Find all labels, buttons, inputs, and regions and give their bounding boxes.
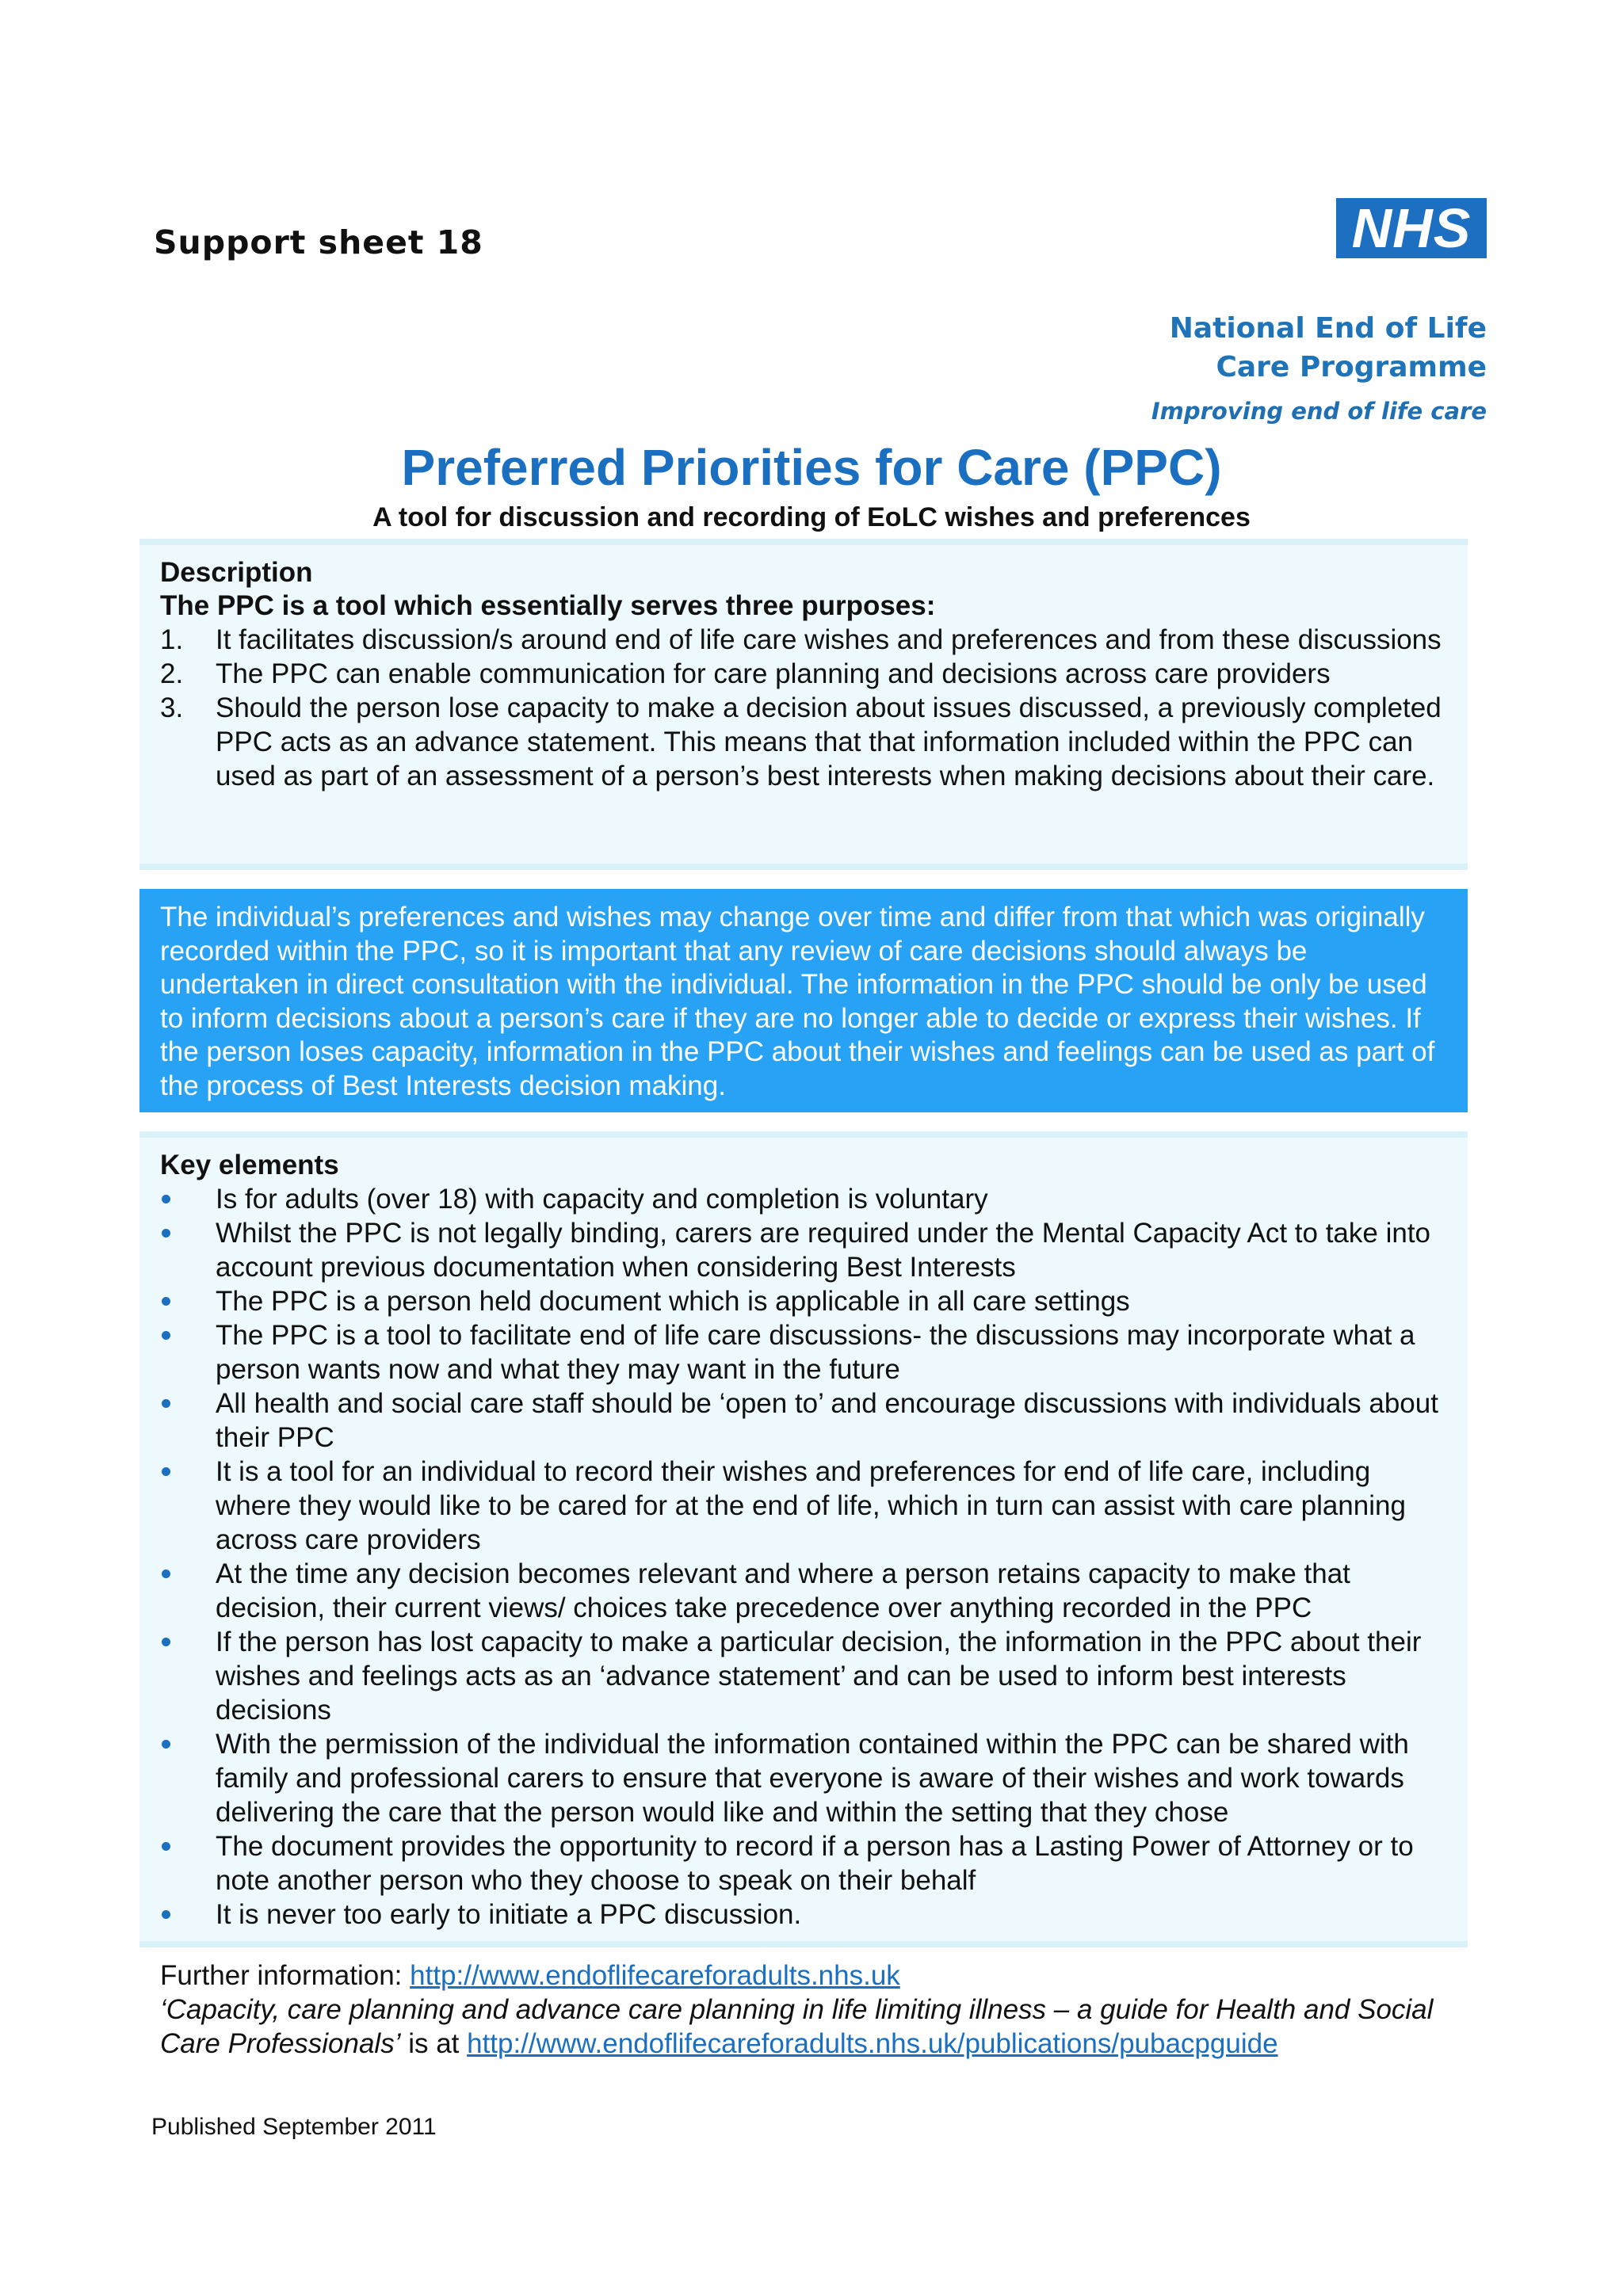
list-item-text: At the time any decision becomes relevant and where a person retains capacity to make that decision, their current views/ choices take precedence over anything recorded in the PPC: [216, 1558, 1350, 1623]
support-sheet-label: Support sheet 18: [154, 223, 483, 261]
acp-guide-link[interactable]: http://www.endoflifecareforadults.nhs.uk/publications/pubacpguide: [467, 2028, 1278, 2059]
list-item: [160, 1284, 1452, 1318]
guide-title: ‘Capacity, care planning and advance care planning in life limiting illness – a guide for Health and Social Care Professionals’: [160, 1994, 1434, 2059]
list-item-text: It is a tool for an individual to record their wishes and preferences for end of life care, including where they would like to be cared for at the end of life, which in turn can assist with care planning across care providers: [216, 1456, 1406, 1555]
guide-is-at: is at: [400, 2028, 468, 2059]
bullet-icon: [162, 1638, 170, 1646]
programme-name-line1: National End of Life: [1169, 312, 1487, 345]
page-subtitle: A tool for discussion and recording of EoLC wishes and preferences: [372, 502, 1251, 532]
highlight-panel: [139, 889, 1468, 1112]
key-elements-panel: [139, 1131, 1468, 1947]
list-item-text: If the person has lost capacity to make a particular decision, the information in the PPC about their wishes and feelings acts as an ‘advance statement’ and can be used to inform best interests decisions: [216, 1627, 1422, 1726]
list-item: [160, 1455, 1452, 1557]
list-item-text: It facilitates discussion/s around end of life care wishes and preferences and from these discussions: [216, 624, 1442, 655]
list-item-text: All health and social care staff should be ‘open to’ and encourage discussions with individuals about their PPC: [216, 1388, 1438, 1453]
nhs-logo: NHS: [1336, 198, 1487, 258]
bullet-icon: [162, 1910, 170, 1919]
list-item: [160, 1829, 1452, 1897]
description-intro: The PPC is a tool which essentially serves three purposes:: [160, 590, 936, 621]
list-item: [160, 1897, 1452, 1932]
further-information: [160, 1958, 1460, 2061]
list-item: [160, 1318, 1452, 1386]
list-item: [160, 691, 1452, 793]
bullet-icon: [162, 1569, 170, 1578]
list-item: [160, 1182, 1452, 1216]
key-elements-list: [160, 1182, 1452, 1932]
bullet-icon: [162, 1467, 170, 1476]
list-item-text: With the permission of the individual the information contained within the PPC can be shared with family and professional carers to ensure that everyone is aware of their wishes and work towards delivering the care that the person would like and within the setting that they chose: [216, 1729, 1409, 1828]
list-item: [160, 1386, 1452, 1455]
programme-name-line2: Care Programme: [1216, 351, 1487, 383]
programme-tagline: Improving end of life care: [1151, 398, 1487, 425]
list-number: 2.: [160, 658, 184, 689]
bullet-icon: [162, 1297, 170, 1306]
page-title: Preferred Priorities for Care (PPC): [401, 439, 1222, 496]
bullet-icon: [162, 1842, 170, 1851]
list-item-text: The document provides the opportunity to record if a person has a Lasting Power of Attorney or to note another person who they choose to speak on their behalf: [216, 1831, 1414, 1896]
bullet-icon: [162, 1229, 170, 1238]
list-item: [160, 1216, 1452, 1284]
published-date: Published September 2011: [151, 2114, 437, 2140]
highlight-text: The individual’s preferences and wishes may change over time and differ from that which was originally recorded within the PPC, so it is important that any review of care decisions should always be undertaken in direct consultation with the individual. The information in the PPC should be only be used to inform decisions about a person’s care if they are no longer able to decide or express their wishes. If the person loses capacity, information in the PPC about their wishes and feelings can be used as part of the process of Best Interests decision making.: [160, 902, 1435, 1101]
description-panel: [139, 539, 1468, 870]
list-item: [160, 657, 1452, 691]
list-item-text: Whilst the PPC is not legally binding, carers are required under the Mental Capacity Act to take into account previous documentation when considering Best Interests: [216, 1218, 1431, 1283]
bullet-icon: [162, 1399, 170, 1408]
list-number: 1.: [160, 624, 184, 655]
key-elements-heading: Key elements: [160, 1150, 339, 1180]
list-item-text: Should the person lose capacity to make a decision about issues discussed, a previously completed PPC acts as an advance statement. This means that that information included within the PPC can used as part of an assessment of a person’s best interests when making decisions about their care.: [216, 692, 1442, 791]
list-item-text: It is never too early to initiate a PPC discussion.: [216, 1899, 802, 1930]
list-item-text: The PPC can enable communication for care planning and decisions across care providers: [216, 658, 1331, 689]
list-item-text: The PPC is a tool to facilitate end of life care discussions- the discussions may incorporate what a person wants now and what they may want in the future: [216, 1320, 1415, 1385]
bullet-icon: [162, 1740, 170, 1749]
bullet-icon: [162, 1331, 170, 1340]
list-item: [160, 623, 1452, 657]
list-item-text: The PPC is a person held document which is applicable in all care settings: [216, 1286, 1130, 1317]
list-item: [160, 1727, 1452, 1829]
purposes-list: [160, 623, 1452, 793]
list-number: 3.: [160, 692, 184, 723]
bullet-icon: [162, 1195, 170, 1203]
list-item: [160, 1625, 1452, 1727]
eolc-website-link[interactable]: http://www.endoflifecareforadults.nhs.uk: [410, 1960, 900, 1991]
list-item-text: Is for adults (over 18) with capacity and completion is voluntary: [216, 1184, 988, 1215]
description-heading: Description: [160, 557, 313, 588]
list-item: [160, 1557, 1452, 1625]
further-info-label: Further information:: [160, 1960, 411, 1991]
